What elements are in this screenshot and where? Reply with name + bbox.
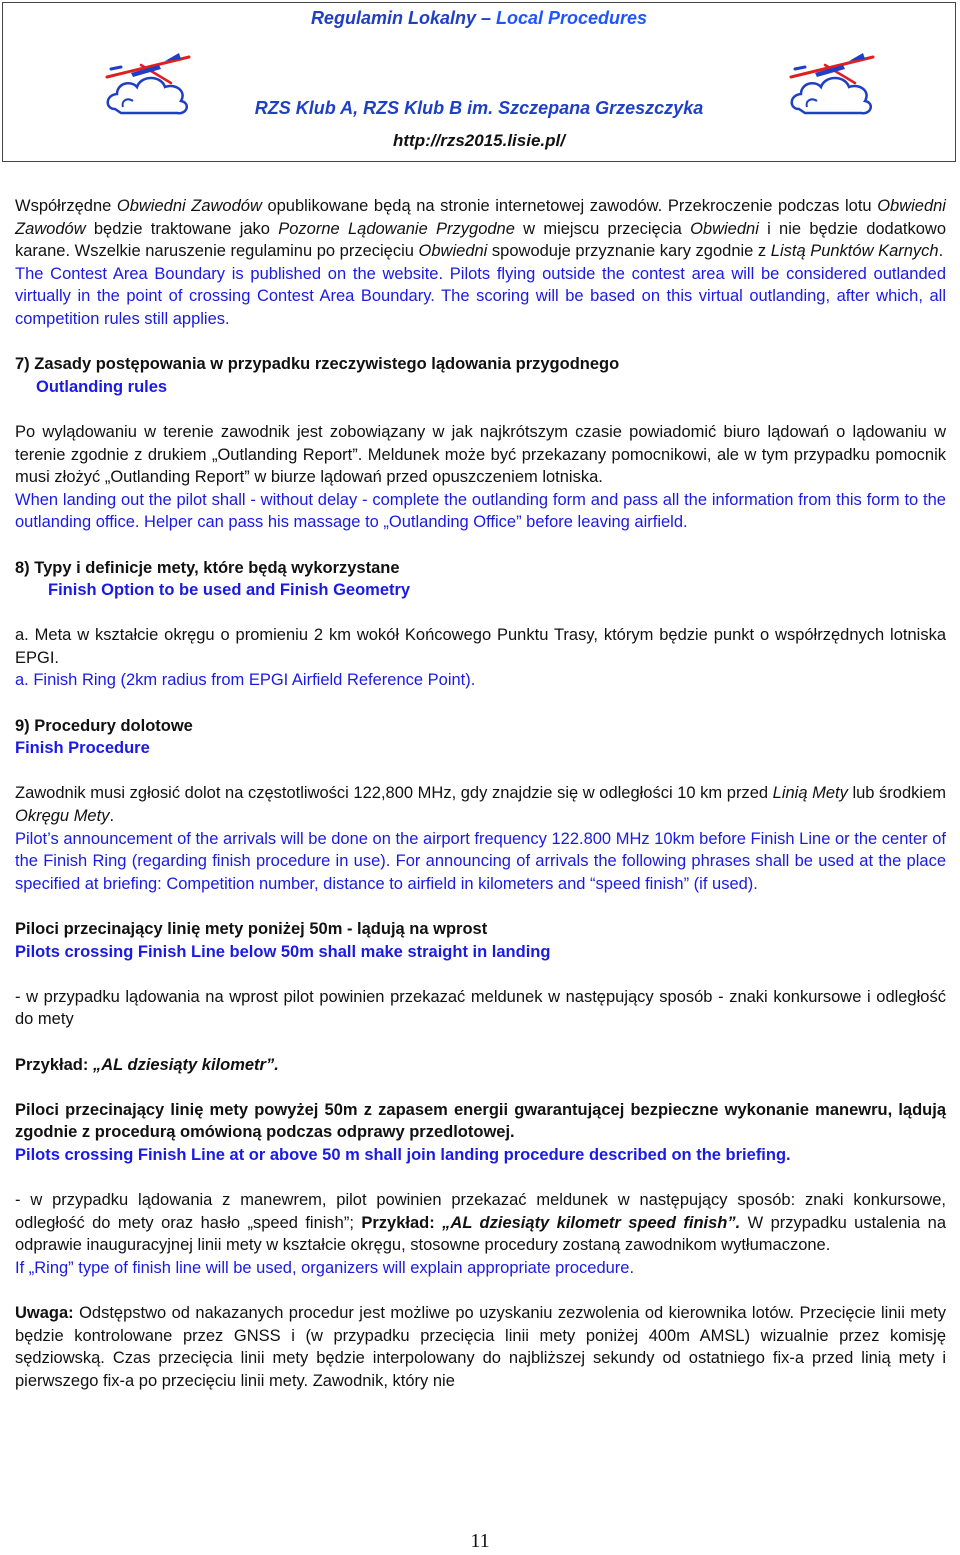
text-run: Zawodnik musi zgłosić dolot na częstotliwości 122,800 MHz, gdy znajdzie się w odległości 10 km przed (15, 784, 773, 803)
page-header (2, 2, 956, 162)
above-50-text-en: If „Ring” type of finish line will be used, organizers will explain appropriate procedure. (15, 1258, 635, 1277)
spacer (15, 760, 946, 783)
above-50-heading-en: Pilots crossing Finish Line at or above 50 m shall join landing procedure described on the briefing. (15, 1145, 791, 1164)
section-9-heading: 9) Procedury dolotowe (15, 716, 193, 735)
spacer (15, 1076, 946, 1099)
text-run-italic: Listą Punktów Karnych (770, 242, 939, 261)
text-run: Współrzędne (15, 197, 117, 215)
section-8-heading: 8) Typy i definicje mety, które będą wykorzystane (15, 558, 400, 577)
section-8-heading-en: Finish Option to be used and Finish Geometry (48, 581, 411, 600)
header-title-en: Local Procedures (496, 8, 648, 28)
example-label: Przykład: (15, 1055, 93, 1074)
spacer (15, 1031, 946, 1054)
note-text: Odstępstwo od nakazanych procedur jest możliwe po uzyskaniu zezwolenia od kierownika lotów. Przecięcie linii mety będzie kontrolowane przez GNSS i (w przypadku przecięcia linii mety poniżej 400m AMSL) wizualnie przez komisję sędziowską. Czas przecięcia linii mety będzie interpolowany do najbliższej sekundy od ostatniego fix-a przed linią mety i pierwszego fix-a po przecięciu linii mety. Zawodnik, który nie (15, 1304, 946, 1390)
above-50-text-pl (15, 1189, 946, 1257)
text-run: . (938, 242, 944, 261)
spacer (15, 602, 946, 625)
section-9-text-en: Pilot’s announcement of the arrivals will be done on the airport frequency 122.800 MHz 10km before Finish Line or the center of the Finish Ring (regarding finish procedure in use). For announcing of arrivals the following phrases shall be used at the place specified at briefing: Competition number, distance to airfield in kilometers and “speed finish” (if used). (15, 829, 946, 893)
spacer (15, 398, 946, 421)
text-run: spowoduje przyznanie kary zgodnie z (487, 242, 771, 261)
spacer (15, 895, 946, 918)
section-7-text-pl: Po wylądowaniu w terenie zawodnik jest zobowiązany w jak najkrótszym czasie powiadomić biuro lądowań o lądowaniu w terenie zgodnie z drukiem „Outlanding Report”. Meldunek może być przekazany pomocnikowi, ale w tym przypadku pomocnik musi złożyć „Outlanding Report” w biurze lądowań przed opuszczeniem lotniska. (15, 422, 946, 487)
text-run-italic: Obwiedni (690, 219, 759, 238)
header-url: http://rzs2015.lisie.pl/ (393, 131, 565, 150)
text-run: - w przypadku lądowania z manewrem, pilot powinien przekazać meldunek w następujący sposób: znaki konkursowe, odległość do mety oraz hasło „speed finish”; (15, 1191, 946, 1232)
note-label: Uwaga: (15, 1304, 74, 1323)
section-8-text-en: a. Finish Ring (2km radius from EPGI Airfield Reference Point). (15, 671, 476, 690)
spacer (15, 963, 946, 986)
spacer (15, 331, 946, 354)
intro-paragraph-en: The Contest Area Boundary is published on the website. Pilots flying outside the contest area will be considered outlanded virtually in the point of crossing Contest Area Boundary. The scoring will be based on this virtual outlanding, after which, all competition rules still applies. (15, 264, 946, 328)
text-run-italic: Obwiedni (418, 242, 488, 261)
text-run: . (109, 807, 115, 826)
below-50-example (15, 1054, 946, 1077)
note-paragraph (15, 1302, 946, 1392)
spacer (15, 1280, 946, 1303)
section-9-text-pl (15, 782, 946, 827)
text-run-italic: Linią Mety (772, 784, 848, 803)
section-9-heading-en: Finish Procedure (15, 739, 150, 758)
below-50-text-pl: - w przypadku lądowania na wprost pilot powinien przekazać meldunek w następujący sposób - znaki konkursowe i odległość do mety (15, 987, 946, 1029)
spacer (15, 1167, 946, 1190)
text-run-italic: Obwiedni Zawodów (116, 197, 262, 215)
above-50-heading: Piloci przecinający linię mety powyżej 50m z zapasem energii gwarantującej bezpieczne wykonanie manewru, lądują zgodnie z procedurą omówioną podczas odprawy przedlotowej. (15, 1100, 946, 1142)
text-run: w miejscu przecięcia (514, 219, 691, 238)
text-run-italic: Pozorne Lądowanie Przygodne (278, 219, 515, 238)
text-run: W przypadku ustalenia na odprawie inauguracyjnej linii mety w kształcie okręgu, stosowne procedury zostaną zawodnikom wytłumaczone. (15, 1213, 947, 1255)
text-run: opublikowane będą na stronie internetowej zawodów. Przekroczenie podczas lotu (261, 197, 878, 215)
spacer (15, 692, 946, 715)
section-8-text-pl: a. Meta w kształcie okręgu o promieniu 2 km wokół Końcowego Punktu Trasy, którym będzie punkt o współrzędnych lotniska EPGI. (15, 626, 946, 667)
header-title-pl: Regulamin Lokalny (310, 8, 476, 28)
text-run-italic: Okręgu Mety (15, 807, 110, 826)
text-run: i nie będzie dodatkowo karane. Wszelkie naruszenie regulaminu po przecięciu (15, 219, 947, 261)
text-run: będzie traktowane jako (85, 219, 279, 238)
example-text: „AL dziesiąty kilometr speed finish”. (442, 1213, 741, 1232)
example-text: „AL dziesiąty kilometr”. (92, 1055, 279, 1074)
header-club-name: RZS Klub A, RZS Klub B im. Szczepana Grzeszczyka (254, 98, 704, 118)
document-body (15, 195, 946, 1392)
spacer (15, 534, 946, 557)
section-7-heading: 7) Zasady postępowania w przypadku rzeczywistego lądowania przygodnego (15, 355, 620, 374)
intro-paragraph-pl (15, 195, 946, 263)
header-title (3, 8, 955, 29)
text-run-italic: Obwiedni Zawodów (15, 197, 946, 238)
example-label: Przykład: (361, 1213, 443, 1232)
section-7-heading-en: Outlanding rules (36, 377, 168, 396)
below-50-heading: Piloci przecinający linię mety poniżej 50m - lądują na wprost (15, 920, 488, 938)
header-title-separator: – (475, 8, 496, 28)
text-run: lub środkiem (847, 784, 946, 803)
below-50-heading-en: Pilots crossing Finish Line below 50m shall make straight in landing (15, 942, 551, 961)
section-7-text-en: When landing out the pilot shall - without delay - complete the outlanding form and pass all the information from this form to the outlanding office. Helper can pass his massage to „Outlanding Office” before leaving airfield. (15, 490, 946, 532)
page-number: 11 (470, 1530, 490, 1552)
